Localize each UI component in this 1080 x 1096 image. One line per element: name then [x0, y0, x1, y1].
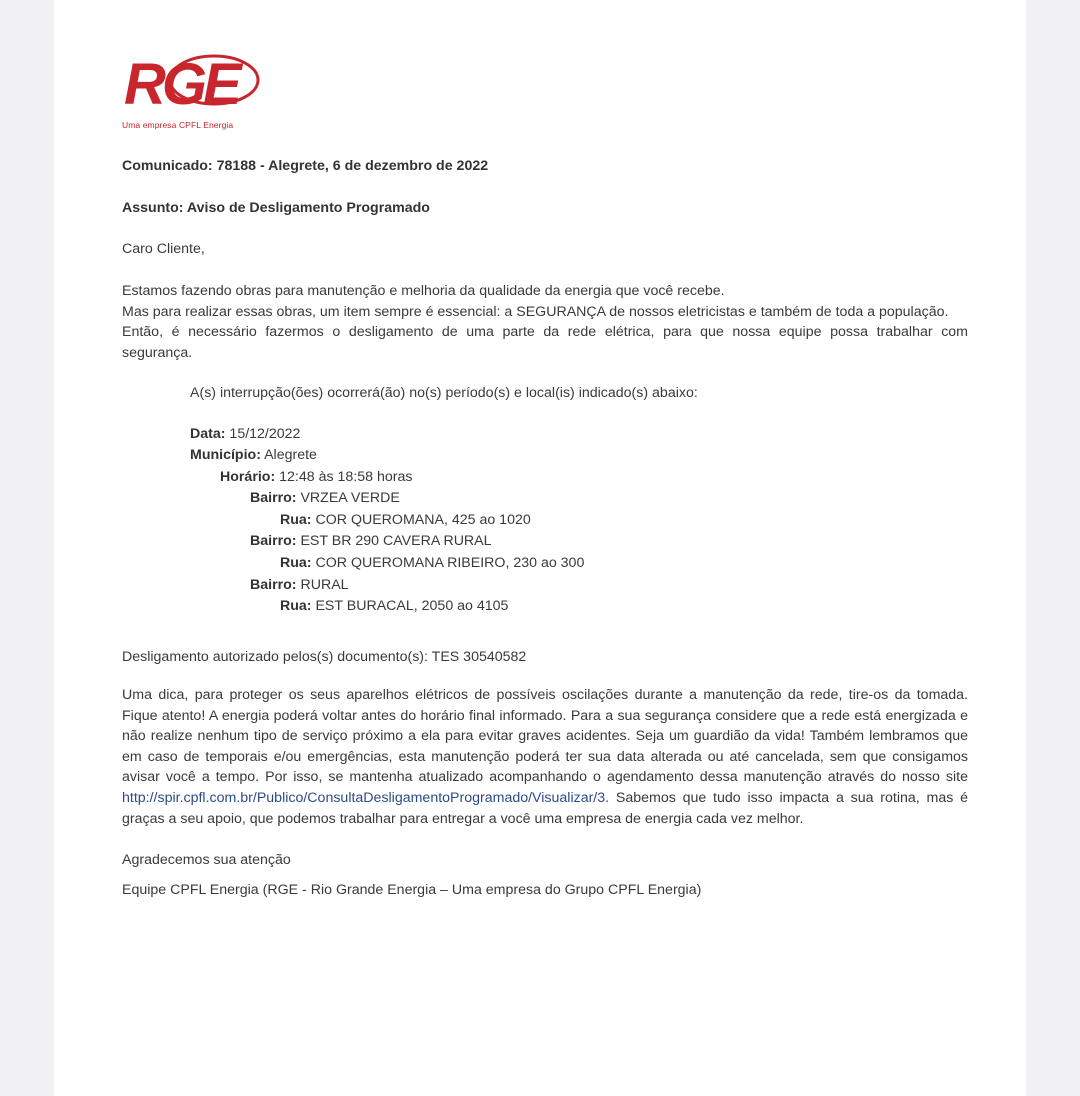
rua-row — [280, 596, 508, 617]
tip-line-6 — [122, 788, 968, 809]
municipio-label: Município: — [190, 447, 261, 463]
intro-line-3: Então, é necessário fazermos o desligamento de uma parte da rede elétrica, para que nossa equipe possa trabalhar com — [122, 324, 968, 341]
closing-line: Agradecemos sua atenção — [122, 852, 291, 868]
intro-line-1: Estamos fazendo obras para manutenção e melhoria da qualidade da energia que você recebe. — [122, 283, 725, 299]
tip-line-5: avisar você a tempo. Por isso, se mantenha atualizado acompanhando o agendamento dessa manutenção através do nosso site — [122, 769, 968, 786]
bairro-value: RURAL — [296, 577, 349, 593]
rge-logo-mark — [122, 50, 262, 116]
rua-value: COR QUEROMANA RIBEIRO, 230 ao 300 — [311, 555, 585, 571]
data-row — [190, 424, 300, 445]
horario-row — [220, 467, 412, 488]
rua-value: COR QUEROMANA, 425 ao 1020 — [311, 512, 531, 528]
greeting: Caro Cliente, — [122, 241, 205, 257]
intro-paragraph — [122, 281, 968, 363]
logo-text: RGE — [124, 52, 238, 116]
rua-row — [280, 510, 531, 531]
tip-line-7: graças a seu apoio, que podemos trabalhar para entregar a você uma empresa de energia cada vez melhor. — [122, 810, 804, 827]
consulta-link[interactable]: http://spir.cpfl.com.br/Publico/ConsultaDesligamentoProgramado/Visualizar/3 — [122, 789, 606, 806]
bairro-row — [250, 531, 492, 552]
data-value: 15/12/2022 — [225, 426, 301, 442]
logo-subtitle: Uma empresa CPFL Energia — [122, 120, 234, 130]
schedule-heading: A(s) interrupção(ões) ocorrerá(ão) no(s) período(s) e local(is) indicado(s) abaixo: — [190, 385, 698, 401]
authorization-line: Desligamento autorizado pelos(s) documento(s): TES 30540582 — [122, 649, 527, 665]
tip-line-1: Uma dica, para proteger os seus aparelhos elétricos de possíveis oscilações durante a manutenção da rede, tire-os da tomada. — [122, 687, 968, 703]
intro-line-4: segurança. — [122, 344, 193, 361]
comunicado-line: Comunicado: 78188 - Alegrete, 6 de dezembro de 2022 — [122, 158, 489, 174]
document-page — [54, 0, 1026, 1096]
tip-line-2: Fique atento! A energia poderá voltar antes do horário final informado. Para a sua segurança considere que a rede está energizada e — [122, 707, 968, 724]
intro-line-2: Mas para realizar essas obras, um item sempre é essencial: a SEGURANÇA de nossos eletricistas e também de toda a população. — [122, 303, 949, 320]
bairro-label: Bairro: — [250, 533, 297, 549]
bairro-value: EST BR 290 CAVERA RURAL — [296, 533, 492, 549]
tip-paragraph — [122, 685, 968, 829]
rua-label: Rua: — [280, 598, 312, 614]
data-label: Data: — [190, 426, 226, 442]
horario-value: 12:48 às 18:58 horas — [275, 469, 413, 485]
signature-line: Equipe CPFL Energia (RGE - Rio Grande Energia – Uma empresa do Grupo CPFL Energia) — [122, 882, 702, 898]
bairro-row — [250, 575, 349, 596]
rge-logo — [122, 50, 262, 136]
tip-line-3: não realize nenhum tipo de serviço próximo a ela para evitar graves acidentes. Seja um guardião da vida! Também lembramos que — [122, 728, 968, 745]
horario-label: Horário: — [220, 469, 276, 485]
tip-line-4: em caso de temporais e/ou emergências, esta manutenção poderá ter sua data alterada ou até cancelada, sem que consigamos — [122, 748, 968, 765]
rua-row — [280, 553, 584, 574]
tip-line-6-text: . Sabemos que tudo isso impacta a sua rotina, mas é — [605, 789, 968, 806]
bairro-label: Bairro: — [250, 577, 297, 593]
bairro-row — [250, 488, 400, 509]
rua-label: Rua: — [280, 555, 312, 571]
bairro-value: VRZEA VERDE — [296, 490, 400, 506]
municipio-value: Alegrete — [260, 447, 317, 463]
municipio-row — [190, 445, 317, 466]
rua-value: EST BURACAL, 2050 ao 4105 — [311, 598, 509, 614]
assunto-line: Assunto: Aviso de Desligamento Programado — [122, 200, 430, 216]
bairro-label: Bairro: — [250, 490, 297, 506]
rua-label: Rua: — [280, 512, 312, 528]
